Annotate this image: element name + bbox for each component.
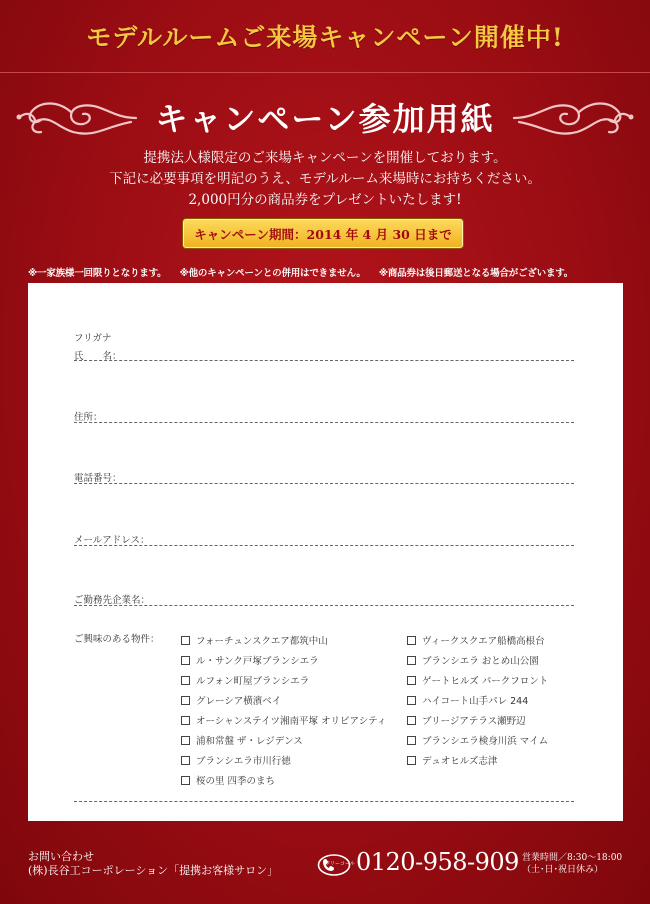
checkbox[interactable] [181,776,190,785]
checkbox[interactable] [181,696,190,705]
property-option[interactable] [181,730,386,750]
checkbox[interactable] [181,736,190,745]
free-call-icon [317,854,355,876]
property-label: オーシャンステイツ湘南平塚 オリビアシティ [196,716,387,727]
property-option[interactable] [181,710,386,730]
property-option[interactable] [407,650,548,670]
property-list-left [181,630,386,790]
note-item: ※一家族様一回限りとなります。 [28,268,167,279]
footer-contact [28,850,278,878]
property-option[interactable] [407,630,548,650]
property-label: ブランシエラ検身川浜 マイム [422,736,549,747]
checkbox[interactable] [407,696,416,705]
interest-line [74,801,574,802]
checkbox[interactable] [181,656,190,665]
phone-line [74,483,574,484]
property-label: ヴィークスクエア船橋高根台 [422,636,545,647]
checkbox[interactable] [407,756,416,765]
property-label: ハイコート山手パレ 244 [422,696,529,707]
company-line [74,605,574,606]
property-option[interactable] [181,690,386,710]
right-ornament-icon [509,92,639,142]
checkbox[interactable] [407,656,416,665]
property-list-right [407,630,548,770]
closed-days-text: （土･日･祝日休み） [522,865,604,875]
property-label: 浦和常盤 ザ・レジデンス [196,736,303,747]
property-label: ブランシエラ市川行徳 [196,756,291,767]
checkbox[interactable] [407,676,416,685]
phone-label: 電話番号： [74,473,122,484]
contact-label: お問い合わせ [28,850,94,863]
left-ornament-icon [11,92,141,142]
entry-form [28,283,623,821]
property-label: 桜の里 四季のまち [196,776,276,787]
furigana-label: フリガナ [74,333,112,344]
property-option[interactable] [181,630,386,650]
checkbox[interactable] [181,636,190,645]
property-label: ルフォン町屋ブランシエラ [196,676,310,687]
page-title: キャンペーン参加用紙 [155,100,495,138]
campaign-period-badge: キャンペーン期間：2014 年 4 月 30 日まで [183,219,463,248]
address-line [74,422,574,423]
checkbox[interactable] [181,676,190,685]
interest-label: ご興味のある物件： [74,634,160,645]
checkbox[interactable] [407,716,416,725]
property-option[interactable] [181,650,386,670]
name-label: 氏 名： [74,351,122,362]
business-hours [522,852,622,876]
note-item: ※商品券は後日郵送となる場合がございます。 [378,268,574,279]
notes [28,265,628,279]
property-label: ゲートヒルズ パークフロント [422,676,549,687]
checkbox[interactable] [181,716,190,725]
company-name: (株)長谷工コーポレーション「提携お客様サロン」 [28,864,279,877]
intro-line: 提携法人様限定のご来場キャンペーンを開催しております。 [143,150,507,166]
property-option[interactable] [407,670,548,690]
intro-text [0,148,650,211]
title-row [0,92,650,142]
note-item: ※他のキャンペーンとの併用はできません。 [179,268,366,279]
property-option[interactable] [407,750,548,770]
property-option[interactable] [181,770,386,790]
email-label: メールアドレス： [74,535,150,546]
company-label: ご勤務先企業名： [74,595,151,606]
property-label: フォーチュンスクエア都筑中山 [196,636,328,647]
furigana-field[interactable] [74,326,574,345]
property-option[interactable] [407,690,548,710]
phone-number[interactable]: 0120-958-909 [356,848,519,876]
property-option[interactable] [181,670,386,690]
email-line [74,545,574,546]
property-option[interactable] [181,750,386,770]
property-label: グレーシア横濱ベイ [196,696,282,707]
hours-text: 営業時間／8:30～18:00 [522,853,623,863]
banner-text: モデルルームご来場キャンペーン開催中! [86,23,564,52]
top-banner [0,0,650,73]
intro-line: 2,000円分の商品券をプレゼントいたします! [188,192,462,208]
property-option[interactable] [407,730,548,750]
property-option[interactable] [407,710,548,730]
intro-line: 下記に必要事項を明記のうえ、モデルルーム来場時にお持ちください。 [109,171,541,187]
property-label: ル・サンク戸塚ブランシエラ [196,656,319,667]
free-call-text: フリーコール [325,861,355,867]
checkbox[interactable] [407,636,416,645]
property-label: ブリージアテラス瀬野辺 [422,716,526,727]
property-label: デュオヒルズ志津 [422,756,498,767]
checkbox[interactable] [181,756,190,765]
name-line [74,360,574,361]
checkbox[interactable] [407,736,416,745]
address-label: 住所： [74,412,103,423]
property-label: ブランシエラ おとめ山公園 [422,656,539,667]
